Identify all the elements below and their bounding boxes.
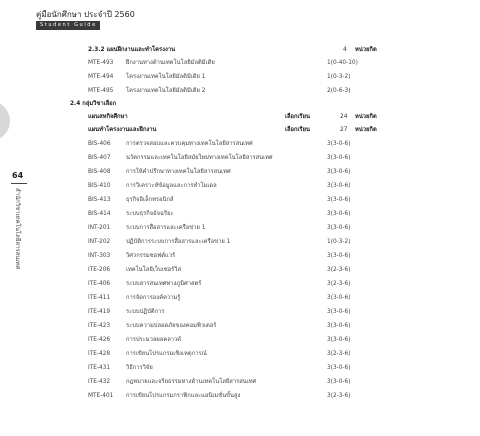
- course-credits: 3(3-0-6): [327, 141, 351, 147]
- plan-credits-value: 27: [340, 127, 348, 133]
- course-row: [0, 391, 480, 402]
- course-row: [0, 181, 480, 192]
- course-code: ITE-206: [88, 267, 111, 273]
- course-row: [0, 251, 480, 262]
- course-credits: 3(3-0-6): [327, 169, 351, 175]
- course-name: การจัดการองค์ความรู้: [126, 295, 181, 301]
- plan-credits-value: 24: [340, 114, 348, 120]
- course-row: [0, 265, 480, 276]
- section-232-heading: [0, 45, 480, 56]
- course-credits: 1(0-3-2): [327, 239, 351, 245]
- course-credits: 3(3-0-6): [327, 197, 351, 203]
- plan-project-row: [0, 125, 480, 136]
- course-name: กฎหมายและจริยธรรมทางด้านเทคโนโลยีสารสนเทศ: [126, 379, 257, 385]
- course-credits: 3(2-3-6): [327, 351, 351, 357]
- course-credits: 1(0-3-2): [327, 74, 351, 80]
- course-credits: 3(3-0-6): [327, 323, 351, 329]
- section-title: 2.3.2 แผนฝึกงานและทำโครงงาน: [88, 47, 176, 53]
- course-name: ปฏิบัติการระบบการสื่อสารและเครือข่าย 1: [126, 239, 231, 245]
- course-code: BIS-414: [88, 211, 111, 217]
- course-row: [0, 237, 480, 248]
- section-24-heading: [0, 99, 480, 110]
- course-credits: 3(3-0-6): [327, 309, 351, 315]
- course-credits: 3(2-3-6): [327, 281, 351, 287]
- course-code: ITE-406: [88, 281, 111, 287]
- course-code: BIS-406: [88, 141, 111, 147]
- course-row: [0, 321, 480, 332]
- course-name: การให้คำปรึกษาทางเทคโนโลยีสารสนเทศ: [126, 169, 231, 175]
- course-code: ITE-419: [88, 309, 111, 315]
- course-credits: 3(3-0-6): [327, 365, 351, 371]
- course-name: ระบบการสื่อสารและเครือข่าย 1: [126, 225, 206, 231]
- course-code: INT-202: [88, 239, 111, 245]
- course-name: การตรวจสอบและควบคุมทางเทคโนโลยีสารสนเทศ: [126, 141, 253, 147]
- plan-credits-unit: หน่วยกิต: [355, 127, 377, 133]
- course-row: [0, 377, 480, 388]
- course-row: [0, 209, 480, 220]
- course-code: MTE-495: [88, 88, 114, 94]
- course-row: [0, 167, 480, 178]
- course-credits: 3(3-0-6): [327, 253, 351, 259]
- course-name: การวิเคราะห์ข้อมูลและการทำโมเดล: [126, 183, 217, 189]
- course-row: [0, 279, 480, 290]
- course-credits: 2(0-6-3): [327, 88, 351, 94]
- course-credits: 3(3-0-6): [327, 183, 351, 189]
- course-credits: 3(3-0-6): [327, 225, 351, 231]
- course-code: ITE-423: [88, 323, 111, 329]
- course-row: [0, 307, 480, 318]
- course-row: [0, 363, 480, 374]
- course-credits: 3(3-0-6): [327, 379, 351, 385]
- course-row: [0, 58, 480, 69]
- guide-subtitle-band: Student Guide 2017: [36, 21, 100, 30]
- course-row: [0, 139, 480, 150]
- page-number: 64: [12, 171, 24, 180]
- course-code: ITE-411: [88, 295, 111, 301]
- course-credits: 3(2-3-6): [327, 393, 351, 399]
- course-credits: 3(3-0-6): [327, 211, 351, 217]
- course-row: [0, 86, 480, 97]
- course-code: BIS-410: [88, 183, 111, 189]
- course-credits: 3(3-0-6): [327, 155, 351, 161]
- course-name: วิศวกรรมซอฟต์แวร์: [126, 253, 176, 259]
- course-code: INT-303: [88, 253, 111, 259]
- section-credits-unit: หน่วยกิต: [355, 47, 377, 53]
- course-name: เทคโนโลยีเว็บเซอร์วิส: [126, 267, 182, 273]
- course-row: [0, 335, 480, 346]
- guide-title: คู่มือนักศึกษา ประจำปี 2560: [36, 10, 135, 19]
- course-row: [0, 195, 480, 206]
- course-code: ITE-426: [88, 337, 111, 343]
- course-credits: 3(2-3-6): [327, 267, 351, 273]
- course-credits: 1(0-40-10): [327, 60, 358, 66]
- course-name: นวัตกรรมและเทคโนโลยีสมัยใหม่ทางเทคโนโลยีสารสนเทศ: [126, 155, 273, 161]
- course-name: ระบบความปลอดภัยของคอมพิวเตอร์: [126, 323, 217, 329]
- course-code: MTE-493: [88, 60, 114, 66]
- course-code: BIS-408: [88, 169, 111, 175]
- course-code: BIS-407: [88, 155, 111, 161]
- school-name-vertical: สำนักวิชาเทคโนโลยีสารสนเทศ: [14, 188, 21, 270]
- course-name: ระบบธุรกิจอัจฉริยะ: [126, 211, 174, 217]
- course-name: การเขียนโปรแกรมกราฟิกและแอนิเมชั่นขั้นสูง: [126, 393, 241, 399]
- plan-choose: เลือกเรียน: [285, 114, 310, 120]
- plan-label: แผนสหกิจศึกษา: [88, 114, 128, 120]
- plan-label: แผนทำโครงงานและฝึกงาน: [88, 127, 157, 133]
- course-code: MTE-494: [88, 74, 114, 80]
- course-row: [0, 72, 480, 83]
- course-code: BIS-413: [88, 197, 111, 203]
- course-row: [0, 349, 480, 360]
- course-name: ระบบปฏิบัติการ: [126, 309, 165, 315]
- course-code: ITE-428: [88, 351, 111, 357]
- course-name: การเขียนโปรแกรมเชิงเหตุการณ์: [126, 351, 207, 357]
- course-code: ITE-431: [88, 365, 111, 371]
- course-code: ITE-432: [88, 379, 111, 385]
- course-credits: 3(3-0-6): [327, 337, 351, 343]
- plan-credits-unit: หน่วยกิต: [355, 114, 377, 120]
- course-name: การประมวลผลคลาวด์: [126, 337, 182, 343]
- course-name: โครงงานเทคโนโลยีมัลติมีเดีย 1: [126, 74, 206, 80]
- course-row: [0, 293, 480, 304]
- course-credits: 3(3-0-6): [327, 295, 351, 301]
- course-code: MTE-401: [88, 393, 114, 399]
- section-title: 2.4 กลุ่มวิชาเลือก: [70, 101, 117, 107]
- course-name: ธุรกิจอิเล็กทรอนิกส์: [126, 197, 174, 203]
- course-name: วิธีการวิจัย: [126, 365, 153, 371]
- plan-cooperative-row: [0, 112, 480, 123]
- course-code: INT-201: [88, 225, 111, 231]
- course-row: [0, 153, 480, 164]
- course-name: โครงงานเทคโนโลยีมัลติมีเดีย 2: [126, 88, 206, 94]
- section-credits-value: 4: [343, 47, 347, 53]
- course-name: ระบบสารสนเทศทางภูมิศาสตร์: [126, 281, 202, 287]
- plan-choose: เลือกเรียน: [285, 127, 310, 133]
- course-name: ฝึกงานทางด้านเทคโนโลยีมัลติมีเดีย: [126, 60, 215, 66]
- course-row: [0, 223, 480, 234]
